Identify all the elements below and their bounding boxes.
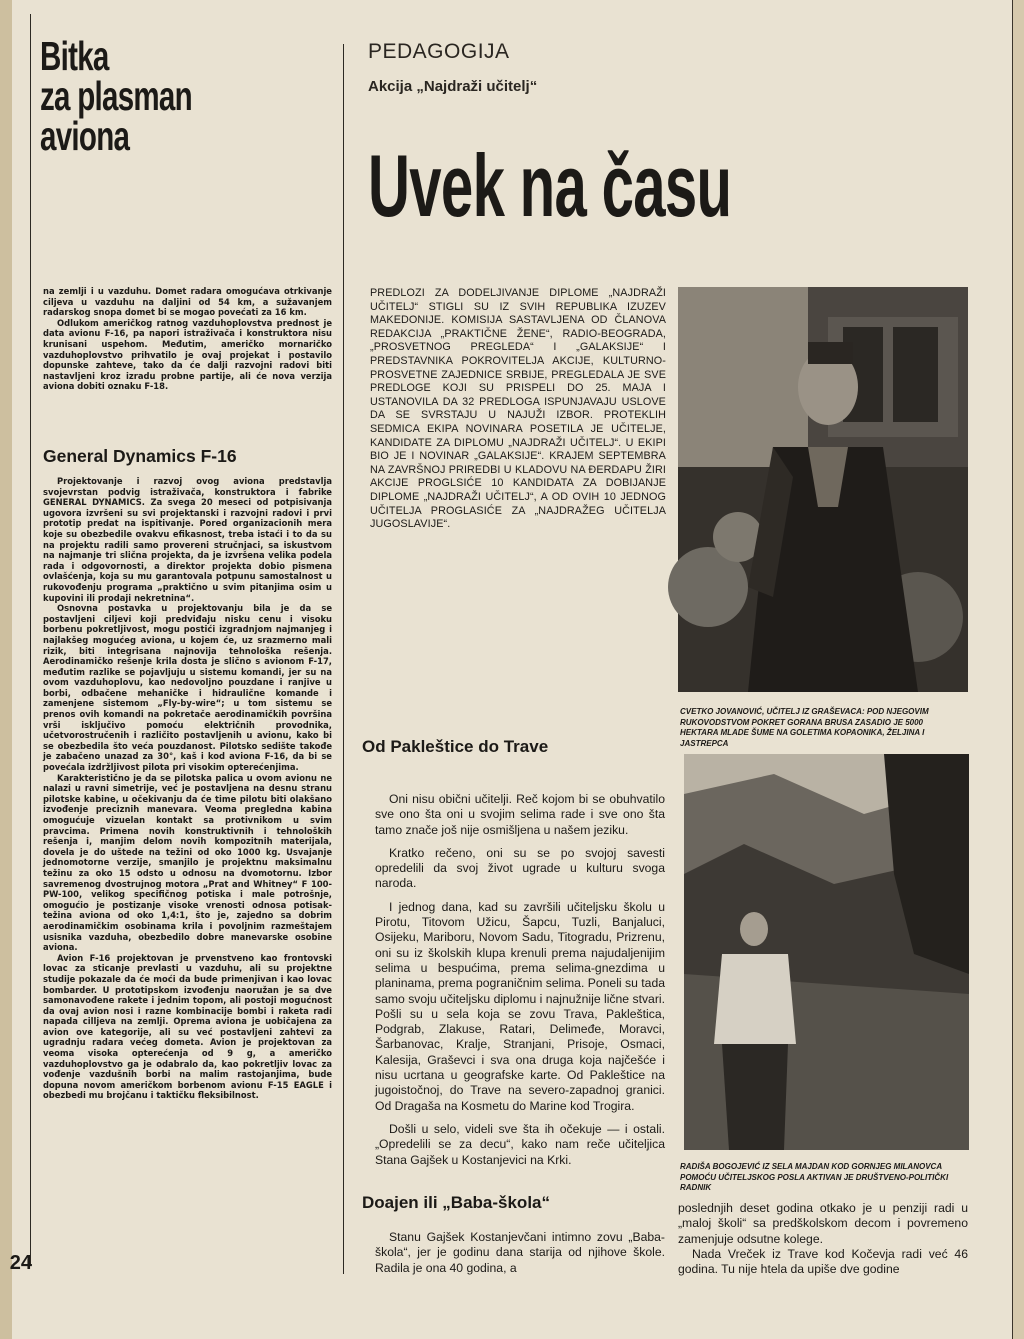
headline-line: aviona — [40, 113, 130, 159]
photo-2-caption: RADIŠA BOGOJEVIĆ IZ SELA MAJDAN KOD GORNJEG MILANOVCA POMOĆU UČITELJSKOG POSLA AKTIVAN JE DRUŠTVENO-POLITIČKI RADNIK — [680, 1162, 949, 1192]
left-border-rule — [30, 14, 31, 1264]
photo-teacher-garden — [678, 287, 968, 692]
body-paragraph: Karakteristično je da se pilotska palica u ovom avionu ne nalazi u ravni simetrije, već je postavljena na desnu stranu pilotske kabine, u očekivanju da će time pilotu biti olakšano izvođenje preciznih manevara. Veoma pregledna kabina omogućuje vizuelan kontakt sa protivnikom u svim pravcima. Primena novih konstruktivnih i tehnoloških rešenja i, manjim delom novih kompozitnih materijala, dovela je do uštede na težini od oko 1000 kg. Usvajanje jednomotorne verzije, smanjilo je projektnu maksimalnu težinu za oko 15 odsto u odnosu na dvomotornu. Izbor savremenog dvostrujnog motora „Prat and Whitney“ F 100-PW-100, velikog specifičnog potiska i male potrošnje, omogućio je postizanje visoke vrenosti odnosa potisak-težina aviona od oko 1,4:1, što je, zajedno sa dobrim aerodinamičkim osobinama krila i povoljnim razmeštajem usisnika vazduha, obezbedilo dobre manevarske osobine aviona. — [43, 772, 332, 953]
photo-1-illustration — [678, 287, 968, 692]
photo-teacher-hills — [684, 754, 969, 1150]
body-text-1 — [375, 792, 665, 1168]
kicker: Akcija „Najdraži učitelj“ — [368, 78, 538, 95]
body-paragraph: I jednog dana, kad su završili učiteljsku školu u Pirotu, Titovom Užicu, Šapcu, Tuzli, Banjaluci, Osijeku, Mariboru, Novom Sadu, Titogradu, Prizrenu, oni su iz školskih klupa krenuli prema najudaljenijim selima u bespućima, prema selima-gnezdima u planinama, prema pograničnim selima. Poneli su tada samo svoju učiteljsku diplomu i najnužnije lične stvari. Pošli su u sela koja se zovu Trava, Pakleštica, Podgrab, Zlakuse, Ratari, Delimeđe, Moravci, Šarbanovac, Kralje, Stranjani, Prisoje, Osmaci, Kalesija, Graševci i sva ona druga koja najčešće i nisu ucrtana u geografske karte. Od Pakleštice na jugoistočnoj, do Trave na severo-zapadnoj granici. Od Dragaša na Kosmetu do Marine kod Trogira. — [375, 899, 665, 1113]
body-paragraph: poslednjih deset godina otkako je u penziji radi u „maloj školi“ sa predškolskom decom i povremeno zamenjuje odsutne kolege. — [678, 1201, 968, 1246]
intro-paragraph: Odlukom američkog ratnog vazduhoplovstva prednost je data avionu F-16, pa napori istraživača i konstruktora nisu krunisani uspehom. Međutim, američko mornaričko vazduhoplovstvo prihvatilo je ovaj projekat i postavilo dopunske zahteve, tako da će dalji razvojni radovi biti nastavljeni kroz izradu probne partije, ali će nova verzija aviona dobiti oznaku F-18. — [43, 317, 332, 392]
body-paragraph: Nada Vreček iz Trave kod Kočevja radi već 46 godina. Tu nije htela da upiše dve godine — [678, 1246, 968, 1277]
body-paragraph: Stanu Gajšek Kostanjevčani intimno zovu „Baba-škola“, jer je godinu dana starija od njihove škole. Radila je ona 40 godina, a — [375, 1230, 665, 1275]
body-paragraph: Došli u selo, videli sve šta ih očekuje — i ostali. „Opredelili se za decu“, kako nam reče učiteljica Stana Gajšek u Kostanjevici na Krki. — [375, 1121, 665, 1167]
photo-2-illustration — [684, 754, 969, 1150]
page-number: 24 — [9, 1252, 32, 1274]
section-label: PEDAGOGIJA — [368, 40, 510, 63]
headline-line: Bitka — [40, 33, 109, 79]
magazine-page — [9, 0, 1012, 1339]
body-paragraph: Osnovna postavka u projektovanju bila je da se postavljeni ciljevi koji predviđaju nisku cenu i visoku borbenu pokretljivost, mogu postići izgradnjom najmanjeg i najlakšeg mogućeg aviona, u kojem će, uz srazmerno mali rizik, biti integrisana najnovija tehnološka rešenja. Aerodinamičko rešenje krila dosta je slično s avionom F-17, međutim razlike se pojavljuju u sistemu komandi, jer su na ovom vazduhoplovu, kao nedovoljno pouzdane i ranjive u borbi, odbačene mehaničke i hidraulične komande i zamenjene sistemom „Fly-by-wire“; u tom sistemu se prenos ovih komandi na pokretače aerodinamičkih površina vrši isključivo pomoću električnih provodnika, učetvorostručenih i različito postavljenih u avionu, kako bi se obezbedila što veća pouzdanost. Pilotsko sedište takođe je zabačeno unazad za 30°, kaš i kod aviona F-16, da bi se povećala izdržljivost pilota pri visokim opterećenjima. — [43, 603, 332, 773]
left-headline — [40, 33, 330, 159]
headline-line: za plasman — [40, 73, 192, 119]
left-subhead: General Dynamics F-16 — [43, 446, 237, 466]
subhead-doajen: Doajen ili „Baba-škola“ — [362, 1193, 550, 1212]
page-edge-left — [0, 0, 12, 1339]
body-text-2 — [375, 1230, 665, 1276]
left-intro-text — [43, 286, 332, 392]
body-paragraph: Oni nisu obični učitelji. Reč kojom bi se obuhvatilo sve ono šta oni u svojim selima rade i sve ono šta tamo znače još nije osmišljena u našem jeziku. — [375, 792, 665, 837]
main-headline: Uvek na času — [368, 136, 732, 235]
body-paragraph: Kratko rečeno, oni su se po svojoj savesti opredelili da svoj život ugrade u kulturu svoga naroda. — [375, 845, 665, 891]
column-divider-rule — [343, 44, 344, 1274]
continuation-text — [678, 1201, 968, 1277]
subhead-pakleštica: Od Pakleštice do Trave — [362, 737, 549, 756]
body-paragraph: Projektovanje i razvoj ovog aviona predstavlja svojevrstan podvig istraživača, konstruktora i fabrike GENERAL DYNAMICS. Za svega 20 meseci od potpisivanja ugovora izvršeni su svi projektanski i razvojni radovi i prvi prototip predat na ispitivanje. Pored organizacionih mera koje su obezbedile ovakvu efikasnost, treba istaći i to da su na projektu radili samo provereni stručnjaci, sa iskustvom na najmanje tri slična projekta, da je izvršena velika podela rada i odgovornosti, a direktor projekta dobio pismena ovlašćenja, koja su mu garantovala potpunu samostalnost u rukovođenju programa „praktično u svim pitanjima osim u kupovini ili prodaji nekretnina“. — [43, 476, 332, 603]
lead-caps-text: PREDLOZI ZA DODELJIVANJE DIPLOME „NAJDRAŽI UČITELJ“ STIGLI SU IZ SVIH REPUBLIKA IZUZEV MAKEDONIJE. KOMISIJA SASTAVLJENA OD ČLANOVA REDAKCIJA „PRAKTIČNE ŽENE“, RADIO-BEOGRADA,„PROSVETNOG PREGLEDA“ I „GALAKSIJE“ I PREDSTAVNIKA POKROVITELJA AKCIJE, KULTURNO-PROSVETNE ZAJEDNICE SRBIJE, PREGLEDALA JE SVE PREDLOGE KOJI SU PRISPELI DO 25. MAJA I USTANOVILA DA 32 PREDLOGA ISPUNJAVAJU USLOVE DA SE SVRSTAJU U NAJUŽI IZBOR. PROTEKLIH SEDMICA EKIPA NOVINARA POSETILA JE UČITELJE, KANDIDATE ZA DIPLOMU „NAJDRAŽI UČITELJ“. U EKIPI BIO JE I NOVINAR „GALAKSIJE“. KRAJEM SEPTEMBRA NA ZAVRŠNOJ PRIREDBI U KLADOVU NA ĐERDAPU ŽIRI AKCIJE PROGLSIĆE 10 KANDIDATA ZA DOBIJANJE DIPLOME „NAJDRAŽI UČITELJ“, A OD OVIH 10 JEDNOG UČITELJA PROGLASIĆE ZA „NAJDRAŽEG UČITELJA JUGOSLAVIJE“. — [370, 287, 666, 531]
intro-paragraph: na zemlji i u vazduhu. Domet radara omogućava otrkivanje ciljeva u vazduhu na daljini od 54 km, a sužavanjem radarskog snopa domet bi se mogao povećati za 16 km. — [43, 286, 332, 318]
body-paragraph: Avion F-16 projektovan je prvenstveno kao frontovski lovac za sticanje prevlasti u vazduhu, ali su projektne studije pokazale da će moći da bude primenjivan i kao lovac bombarder. U prototipskom izvođenju naoružan je sa dve samonavođene rakete i jednim topom, ali postoji mogućnost da ovaj avion nosi i razne kombinacije bombi i raketa radi napada cilljeva na zemlji. Oprema aviona je uobičajena za avion ove kategorije, ali su već postavljeni zahtevi za ugradnju radara većeg dometa. Avion je projektovan za veoma visoka opterećenja od 9 g, a američko vazduhoplovstvo ga je odabralo da, kao pokretljiv lovac za vođenje vazdušnih borbi na malim rastojanjima, bude dopuna novom američkom borbenom avionu F-15 EAGLE i obezbedi mu brojčanu i taktičku fleksibilnost. — [43, 952, 332, 1101]
photo-1-caption: CVETKO JOVANOVIĆ, UČITELJ IZ GRAŠEVACA: POD NJEGOVIM RUKOVODSTVOM POKRET GORANA BRUSA ZASADIO JE 5000 HEKTARA MLADE ŠUME NA GOLETIMA KOPAONIKA, ŽELJINA I JASTREPCA — [680, 707, 929, 748]
left-body-text — [43, 476, 332, 1101]
